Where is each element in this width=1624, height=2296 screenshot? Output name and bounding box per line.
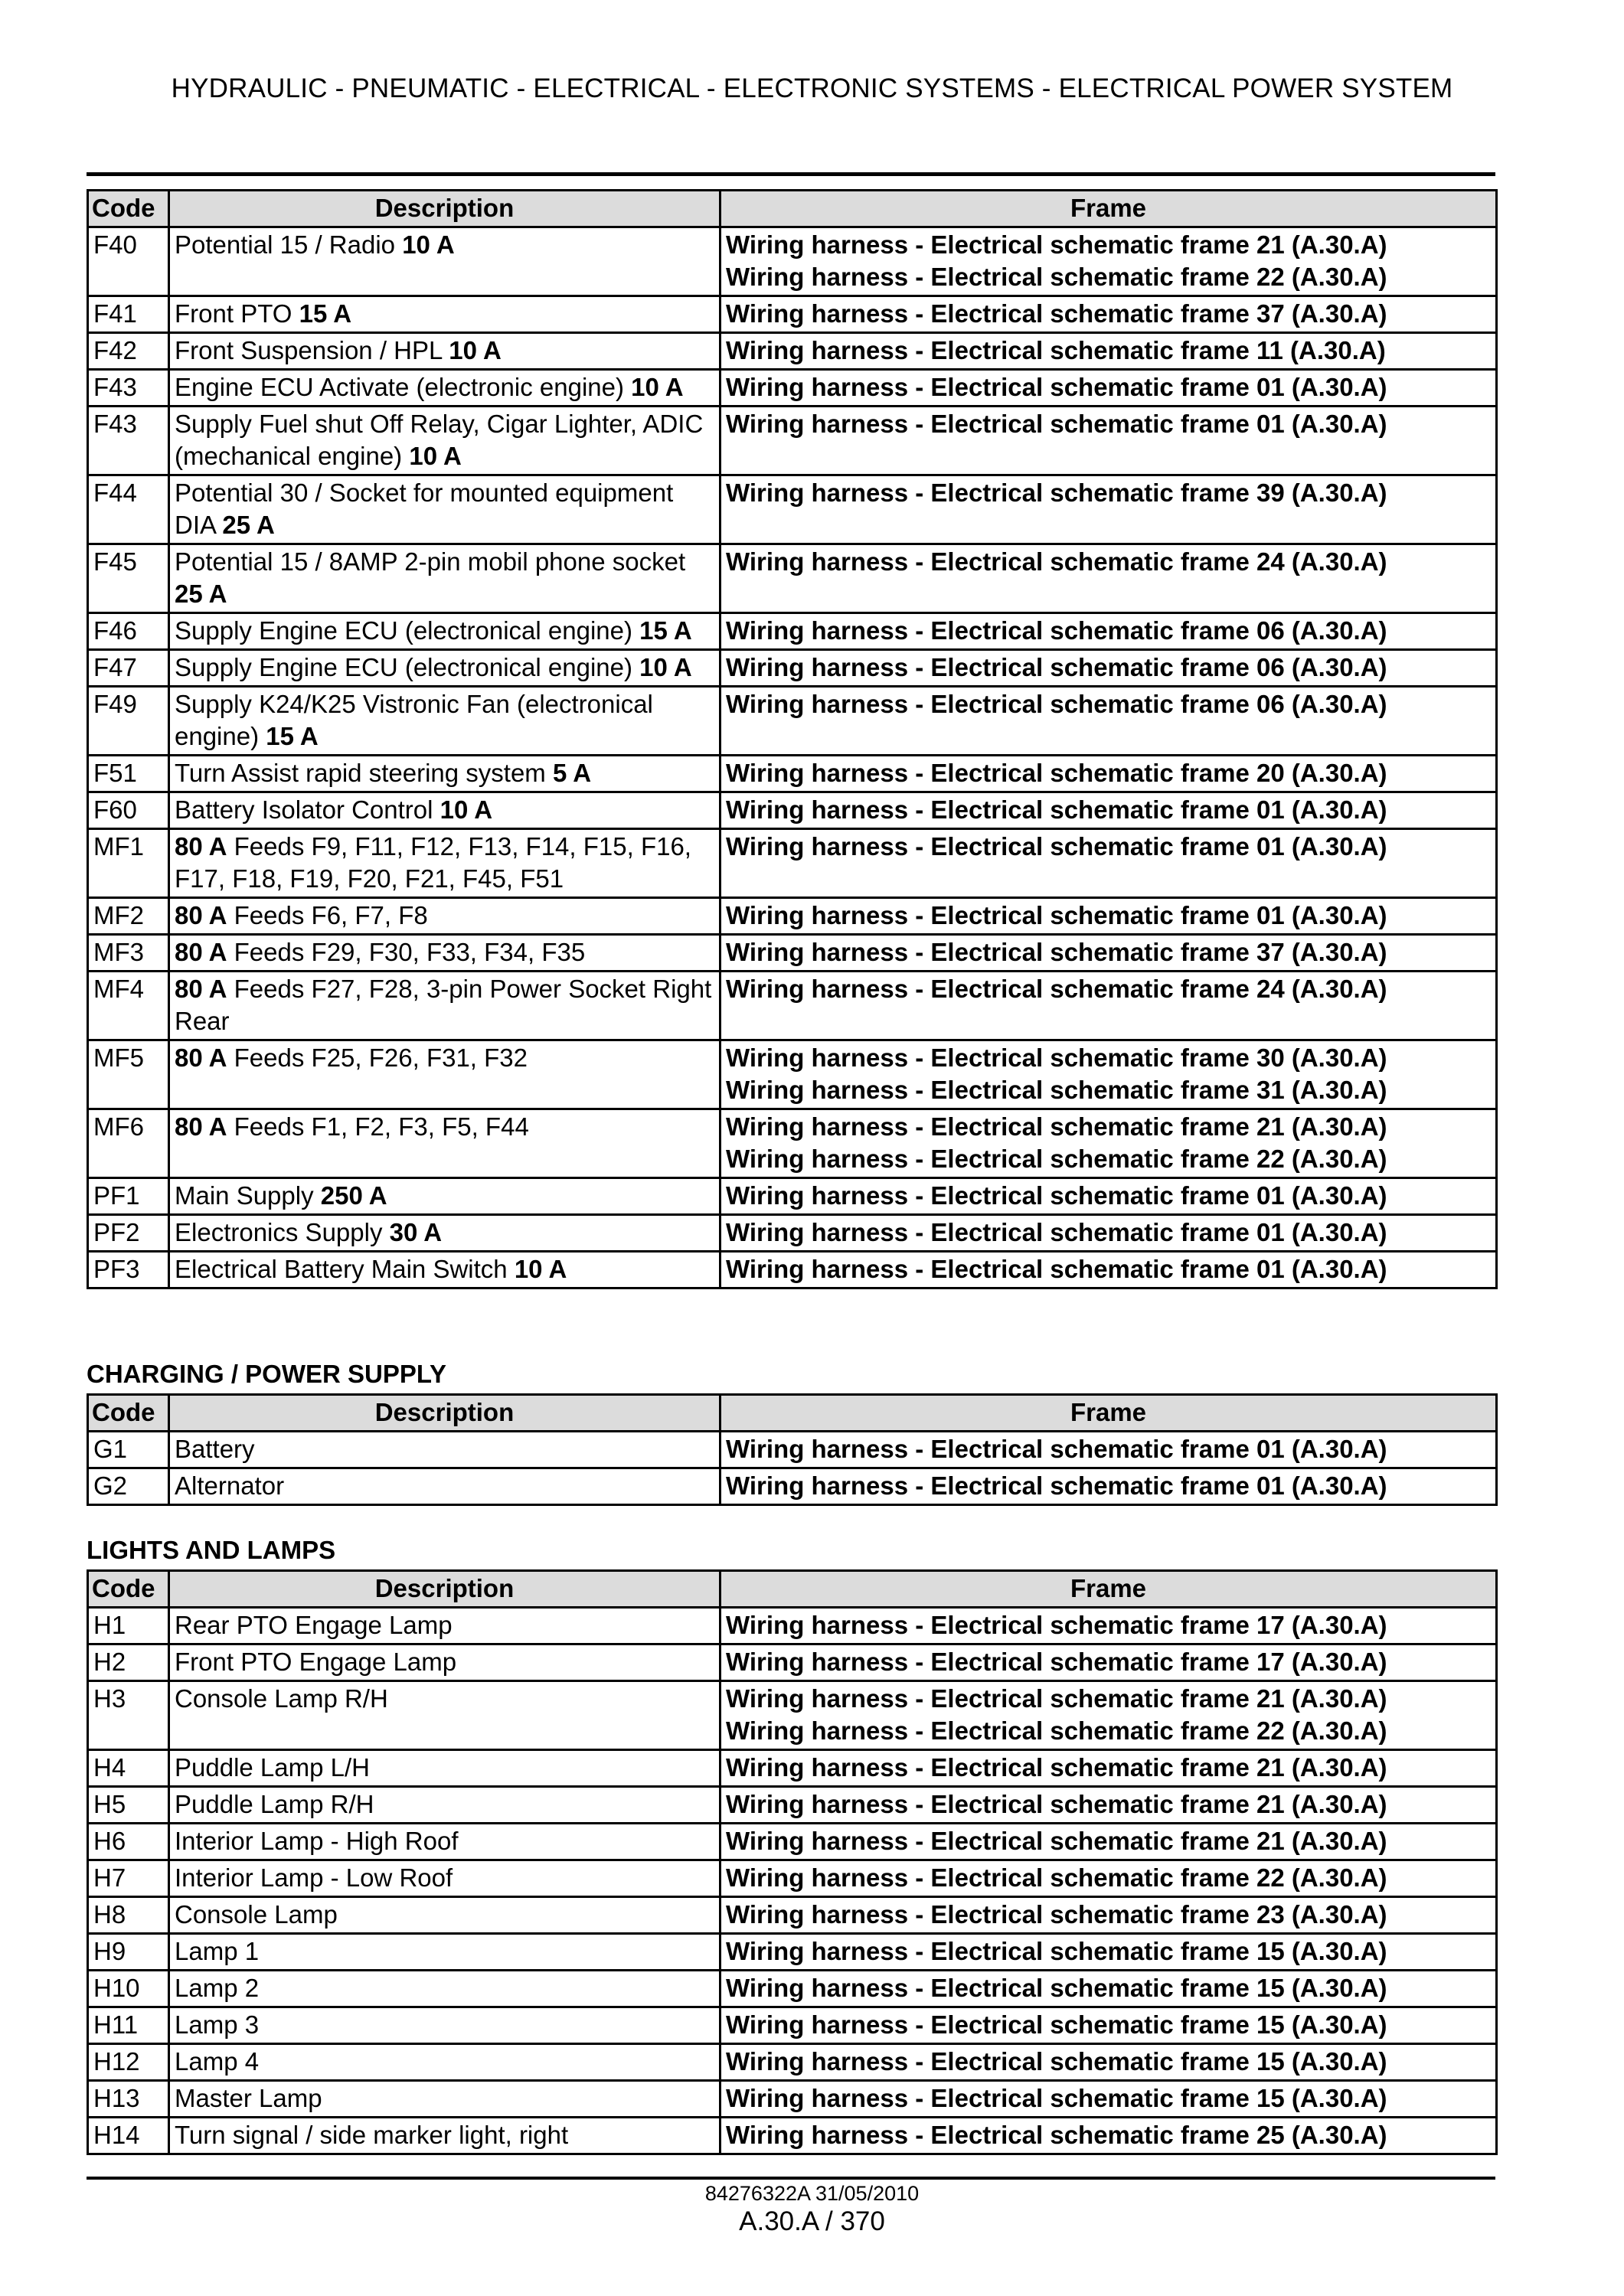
row-frame	[721, 370, 1497, 407]
frame-reference: Wiring harness - Electrical schematic frame 15 (A.30.A)	[726, 2084, 1387, 2112]
table-row	[88, 1750, 1497, 1787]
parts-table	[87, 1393, 1498, 1506]
description-text: Electrical Battery Main Switch	[175, 1255, 515, 1283]
row-description	[169, 756, 721, 792]
row-frame	[721, 227, 1497, 296]
frame-reference: Wiring harness - Electrical schematic frame 15 (A.30.A)	[726, 2010, 1387, 2039]
frame-reference: Wiring harness - Electrical schematic frame 23 (A.30.A)	[726, 1900, 1387, 1929]
table-row	[88, 792, 1497, 829]
amperage-rating: 10 A	[639, 653, 692, 681]
amperage-rating: 15 A	[639, 616, 692, 645]
description-text: Supply K24/K25 Vistronic Fan (electronical engine)	[175, 690, 653, 750]
row-frame	[721, 475, 1497, 544]
table-row	[88, 1644, 1497, 1681]
row-description	[169, 1897, 721, 1934]
description-text: Console Lamp R/H	[175, 1684, 388, 1713]
row-description	[169, 296, 721, 333]
row-description	[169, 1432, 721, 1468]
row-description	[169, 1934, 721, 1971]
row-code: F51	[88, 756, 169, 792]
description-text: Supply Fuel shut Off Relay, Cigar Lighter, ADIC (mechanical engine)	[175, 410, 704, 470]
amperage-rating: 10 A	[449, 336, 502, 364]
amperage-rating: 250 A	[320, 1181, 387, 1210]
footer-rule	[87, 2177, 1495, 2180]
table-row	[88, 1252, 1497, 1288]
row-description	[169, 407, 721, 475]
description-text: Battery	[175, 1435, 255, 1463]
row-code: H11	[88, 2007, 169, 2044]
description-text: Front Suspension / HPL	[175, 336, 449, 364]
row-frame	[721, 1215, 1497, 1252]
amperage-rating: 15 A	[299, 299, 352, 328]
frame-reference: Wiring harness - Electrical schematic frame 01 (A.30.A)	[726, 795, 1387, 824]
frame-reference: Wiring harness - Electrical schematic frame 01 (A.30.A)	[726, 901, 1387, 929]
description-text: Feeds F9, F11, F12, F13, F14, F15, F16, F17, F18, F19, F20, F21, F45, F51	[175, 832, 691, 893]
row-frame	[721, 1178, 1497, 1215]
frame-reference: Wiring harness - Electrical schematic frame 01 (A.30.A)	[726, 1255, 1387, 1283]
table-row	[88, 972, 1497, 1040]
parts-table	[87, 189, 1498, 1289]
row-code: F49	[88, 687, 169, 756]
row-description	[169, 1824, 721, 1860]
description-text: Master Lamp	[175, 2084, 322, 2112]
table-row	[88, 227, 1497, 296]
row-frame	[721, 1040, 1497, 1109]
frame-reference: Wiring harness - Electrical schematic frame 21 (A.30.A)	[726, 230, 1387, 259]
frame-reference: Wiring harness - Electrical schematic frame 21 (A.30.A)	[726, 1112, 1387, 1141]
frame-reference: Wiring harness - Electrical schematic frame 06 (A.30.A)	[726, 690, 1387, 718]
row-code: MF4	[88, 972, 169, 1040]
row-code: MF5	[88, 1040, 169, 1109]
row-frame	[721, 1787, 1497, 1824]
frame-reference: Wiring harness - Electrical schematic frame 06 (A.30.A)	[726, 653, 1387, 681]
description-text: Supply Engine ECU (electronical engine)	[175, 653, 640, 681]
amperage-rating: 80 A	[175, 832, 227, 861]
row-frame	[721, 407, 1497, 475]
row-code: F43	[88, 407, 169, 475]
table-row	[88, 370, 1497, 407]
table-row	[88, 544, 1497, 613]
frame-reference: Wiring harness - Electrical schematic frame 15 (A.30.A)	[726, 1937, 1387, 1965]
frame-reference: Wiring harness - Electrical schematic frame 22 (A.30.A)	[726, 263, 1387, 291]
row-code: H8	[88, 1897, 169, 1934]
row-code: F46	[88, 613, 169, 650]
table-row	[88, 333, 1497, 370]
amperage-rating: 10 A	[439, 795, 493, 824]
description-text: Turn Assist rapid steering system	[175, 759, 553, 787]
description-text: Feeds F1, F2, F3, F5, F44	[227, 1112, 529, 1141]
frame-reference: Wiring harness - Electrical schematic frame 15 (A.30.A)	[726, 1974, 1387, 2002]
frame-reference: Wiring harness - Electrical schematic frame 01 (A.30.A)	[726, 1218, 1387, 1246]
frame-reference: Wiring harness - Electrical schematic frame 25 (A.30.A)	[726, 2121, 1387, 2149]
description-text: Electronics Supply	[175, 1218, 390, 1246]
row-frame	[721, 1681, 1497, 1750]
row-frame	[721, 1109, 1497, 1178]
row-code: MF6	[88, 1109, 169, 1178]
frame-reference: Wiring harness - Electrical schematic frame 31 (A.30.A)	[726, 1076, 1387, 1104]
frame-reference: Wiring harness - Electrical schematic frame 01 (A.30.A)	[726, 1471, 1387, 1500]
description-text: Feeds F25, F26, F31, F32	[227, 1043, 528, 1072]
amperage-rating: 5 A	[552, 759, 592, 787]
row-code: F41	[88, 296, 169, 333]
row-description	[169, 2081, 721, 2118]
frame-reference: Wiring harness - Electrical schematic frame 01 (A.30.A)	[726, 373, 1387, 401]
row-code: F60	[88, 792, 169, 829]
row-frame	[721, 2007, 1497, 2044]
row-description	[169, 687, 721, 756]
description-text: Feeds F27, F28, 3-pin Power Socket Right Rear	[175, 975, 712, 1035]
row-description	[169, 1750, 721, 1787]
table-row	[88, 1681, 1497, 1750]
row-description	[169, 1971, 721, 2007]
frame-reference: Wiring harness - Electrical schematic frame 01 (A.30.A)	[726, 1435, 1387, 1463]
table-row	[88, 650, 1497, 687]
description-text: Battery Isolator Control	[175, 795, 440, 824]
table-row	[88, 1432, 1497, 1468]
table-row	[88, 2007, 1497, 2044]
row-frame	[721, 1860, 1497, 1897]
row-code: H2	[88, 1644, 169, 1681]
row-description	[169, 613, 721, 650]
table-row	[88, 935, 1497, 972]
table-row	[88, 756, 1497, 792]
row-frame	[721, 2044, 1497, 2081]
table-row	[88, 829, 1497, 898]
table-row	[88, 2044, 1497, 2081]
row-frame	[721, 1468, 1497, 1505]
row-description	[169, 1681, 721, 1750]
table-row	[88, 1040, 1497, 1109]
frame-reference: Wiring harness - Electrical schematic frame 22 (A.30.A)	[726, 1716, 1387, 1745]
row-code: F44	[88, 475, 169, 544]
row-description	[169, 1468, 721, 1505]
frame-reference: Wiring harness - Electrical schematic frame 21 (A.30.A)	[726, 1753, 1387, 1782]
row-frame	[721, 544, 1497, 613]
row-frame	[721, 650, 1497, 687]
row-code: H5	[88, 1787, 169, 1824]
description-text: Interior Lamp - High Roof	[175, 1827, 459, 1855]
document-id: 84276322A 31/05/2010	[704, 2182, 920, 2205]
row-code: H13	[88, 2081, 169, 2118]
row-code: PF1	[88, 1178, 169, 1215]
table-row	[88, 1215, 1497, 1252]
description-text: Front PTO Engage Lamp	[175, 1648, 457, 1676]
row-frame	[721, 1971, 1497, 2007]
description-text: Lamp 3	[175, 2010, 260, 2039]
page-number: A.30.A / 370	[739, 2206, 885, 2236]
lights-and-lamps-section	[87, 1531, 1495, 2155]
table-header-row	[88, 191, 1497, 227]
row-frame	[721, 1750, 1497, 1787]
row-frame	[721, 1608, 1497, 1644]
table-row	[88, 407, 1497, 475]
frame-reference: Wiring harness - Electrical schematic frame 37 (A.30.A)	[726, 299, 1387, 328]
description-text: Lamp 1	[175, 1937, 260, 1965]
description-text: Alternator	[175, 1471, 285, 1500]
amperage-rating: 80 A	[175, 1112, 227, 1141]
row-description	[169, 1109, 721, 1178]
frame-reference: Wiring harness - Electrical schematic frame 01 (A.30.A)	[726, 832, 1387, 861]
description-text: Rear PTO Engage Lamp	[175, 1611, 453, 1639]
description-text: Engine ECU Activate (electronic engine)	[175, 373, 632, 401]
table-row	[88, 898, 1497, 935]
charging-power-supply-section	[87, 1355, 1495, 1506]
row-frame	[721, 972, 1497, 1040]
table-row	[88, 475, 1497, 544]
row-frame	[721, 1824, 1497, 1860]
table-row	[88, 1608, 1497, 1644]
row-code: G2	[88, 1468, 169, 1505]
row-code: MF2	[88, 898, 169, 935]
row-frame	[721, 333, 1497, 370]
frame-reference: Wiring harness - Electrical schematic frame 22 (A.30.A)	[726, 1863, 1387, 1892]
table-row	[88, 1787, 1497, 1824]
row-frame	[721, 829, 1497, 898]
row-frame	[721, 1897, 1497, 1934]
table-row	[88, 1971, 1497, 2007]
description-text: Lamp 4	[175, 2047, 260, 2076]
column-header-description: Description	[169, 191, 721, 227]
row-code: H7	[88, 1860, 169, 1897]
frame-reference: Wiring harness - Electrical schematic frame 21 (A.30.A)	[726, 1827, 1387, 1855]
row-description	[169, 1608, 721, 1644]
frame-reference: Wiring harness - Electrical schematic frame 20 (A.30.A)	[726, 759, 1387, 787]
row-code: H10	[88, 1971, 169, 2007]
amperage-rating: 80 A	[175, 938, 227, 966]
section-title: LIGHTS AND LAMPS	[87, 1536, 336, 1564]
row-frame	[721, 1252, 1497, 1288]
column-header-code: Code	[88, 1395, 169, 1432]
table-row	[88, 1934, 1497, 1971]
description-text: Potential 15 / 8AMP 2-pin mobil phone socket	[175, 547, 686, 576]
row-description	[169, 1252, 721, 1288]
amperage-rating: 25 A	[175, 580, 227, 608]
row-frame	[721, 296, 1497, 333]
row-code: H6	[88, 1824, 169, 1860]
row-description	[169, 475, 721, 544]
column-header-code: Code	[88, 191, 169, 227]
table-header-row	[88, 1571, 1497, 1608]
frame-reference: Wiring harness - Electrical schematic frame 24 (A.30.A)	[726, 547, 1387, 576]
row-description	[169, 2044, 721, 2081]
row-description	[169, 935, 721, 972]
row-code: F45	[88, 544, 169, 613]
row-description	[169, 227, 721, 296]
description-text: Turn signal / side marker light, right	[175, 2121, 569, 2149]
description-text: Front PTO	[175, 299, 299, 328]
row-code: G1	[88, 1432, 169, 1468]
column-header-frame: Frame	[721, 1571, 1497, 1608]
row-code: F42	[88, 333, 169, 370]
row-frame	[721, 1432, 1497, 1468]
row-description	[169, 898, 721, 935]
description-text: Feeds F29, F30, F33, F34, F35	[227, 938, 586, 966]
row-description	[169, 333, 721, 370]
table-row	[88, 1897, 1497, 1934]
amperage-rating: 25 A	[222, 511, 275, 539]
row-frame	[721, 2081, 1497, 2118]
frame-reference: Wiring harness - Electrical schematic frame 22 (A.30.A)	[726, 1145, 1387, 1173]
amperage-rating: 80 A	[175, 901, 227, 929]
row-frame	[721, 1644, 1497, 1681]
description-text: Feeds F6, F7, F8	[227, 901, 428, 929]
row-frame	[721, 756, 1497, 792]
row-description	[169, 829, 721, 898]
row-code: H12	[88, 2044, 169, 2081]
header-rule	[87, 172, 1495, 176]
frame-reference: Wiring harness - Electrical schematic frame 06 (A.30.A)	[726, 616, 1387, 645]
row-frame	[721, 792, 1497, 829]
row-description	[169, 1178, 721, 1215]
column-header-frame: Frame	[721, 191, 1497, 227]
row-description	[169, 544, 721, 613]
amperage-rating: 10 A	[409, 442, 462, 470]
row-description	[169, 370, 721, 407]
row-description	[169, 1215, 721, 1252]
table-row	[88, 2118, 1497, 2154]
page-header-title: HYDRAULIC - PNEUMATIC - ELECTRICAL - ELECTRONIC SYSTEMS - ELECTRICAL POWER SYSTEM	[171, 73, 1453, 103]
amperage-rating: 80 A	[175, 975, 227, 1003]
row-frame	[721, 1934, 1497, 1971]
description-text: Lamp 2	[175, 1974, 260, 2002]
description-text: Potential 30 / Socket for mounted equipment DIA	[175, 478, 674, 539]
table-row	[88, 1860, 1497, 1897]
frame-reference: Wiring harness - Electrical schematic frame 21 (A.30.A)	[726, 1684, 1387, 1713]
description-text: Puddle Lamp R/H	[175, 1790, 374, 1818]
table-row	[88, 1109, 1497, 1178]
table-row	[88, 1468, 1497, 1505]
row-description	[169, 1787, 721, 1824]
row-description	[169, 792, 721, 829]
table-row	[88, 2081, 1497, 2118]
table-row	[88, 296, 1497, 333]
column-header-frame: Frame	[721, 1395, 1497, 1432]
row-description	[169, 2118, 721, 2154]
frame-reference: Wiring harness - Electrical schematic frame 30 (A.30.A)	[726, 1043, 1387, 1072]
row-description	[169, 650, 721, 687]
row-description	[169, 1860, 721, 1897]
frame-reference: Wiring harness - Electrical schematic frame 01 (A.30.A)	[726, 410, 1387, 438]
row-code: PF2	[88, 1215, 169, 1252]
row-code: H1	[88, 1608, 169, 1644]
description-text: Console Lamp	[175, 1900, 338, 1929]
table-row	[88, 1178, 1497, 1215]
row-description	[169, 972, 721, 1040]
column-header-description: Description	[169, 1395, 721, 1432]
parts-table	[87, 1569, 1498, 2155]
row-frame	[721, 2118, 1497, 2154]
description-text: Main Supply	[175, 1181, 321, 1210]
row-code: H14	[88, 2118, 169, 2154]
row-code: PF3	[88, 1252, 169, 1288]
frame-reference: Wiring harness - Electrical schematic frame 11 (A.30.A)	[726, 336, 1386, 364]
row-code: MF1	[88, 829, 169, 898]
description-text: Interior Lamp - Low Roof	[175, 1863, 453, 1892]
row-code: F47	[88, 650, 169, 687]
row-frame	[721, 898, 1497, 935]
row-frame	[721, 935, 1497, 972]
row-code: H4	[88, 1750, 169, 1787]
description-text: Supply Engine ECU (electronical engine)	[175, 616, 640, 645]
frame-reference: Wiring harness - Electrical schematic frame 17 (A.30.A)	[726, 1611, 1387, 1639]
frame-reference: Wiring harness - Electrical schematic frame 24 (A.30.A)	[726, 975, 1387, 1003]
amperage-rating: 10 A	[402, 230, 455, 259]
frame-reference: Wiring harness - Electrical schematic frame 17 (A.30.A)	[726, 1648, 1387, 1676]
row-description	[169, 2007, 721, 2044]
frame-reference: Wiring harness - Electrical schematic frame 37 (A.30.A)	[726, 938, 1387, 966]
frame-reference: Wiring harness - Electrical schematic frame 01 (A.30.A)	[726, 1181, 1387, 1210]
table-row	[88, 613, 1497, 650]
column-header-code: Code	[88, 1571, 169, 1608]
description-text: Puddle Lamp L/H	[175, 1753, 370, 1782]
row-frame	[721, 687, 1497, 756]
fuse-table-section	[87, 189, 1495, 1289]
description-text: Potential 15 / Radio	[175, 230, 403, 259]
frame-reference: Wiring harness - Electrical schematic frame 15 (A.30.A)	[726, 2047, 1387, 2076]
amperage-rating: 80 A	[175, 1043, 227, 1072]
table-row	[88, 687, 1497, 756]
amperage-rating: 10 A	[631, 373, 684, 401]
row-code: F40	[88, 227, 169, 296]
row-description	[169, 1644, 721, 1681]
row-code: H9	[88, 1934, 169, 1971]
amperage-rating: 15 A	[266, 722, 319, 750]
frame-reference: Wiring harness - Electrical schematic frame 21 (A.30.A)	[726, 1790, 1387, 1818]
amperage-rating: 10 A	[514, 1255, 567, 1283]
table-header-row	[88, 1395, 1497, 1432]
row-code: MF3	[88, 935, 169, 972]
frame-reference: Wiring harness - Electrical schematic frame 39 (A.30.A)	[726, 478, 1387, 507]
table-row	[88, 1824, 1497, 1860]
row-description	[169, 1040, 721, 1109]
row-code: F43	[88, 370, 169, 407]
amperage-rating: 30 A	[389, 1218, 443, 1246]
row-code: H3	[88, 1681, 169, 1750]
section-title: CHARGING / POWER SUPPLY	[87, 1360, 447, 1388]
row-frame	[721, 613, 1497, 650]
column-header-description: Description	[169, 1571, 721, 1608]
